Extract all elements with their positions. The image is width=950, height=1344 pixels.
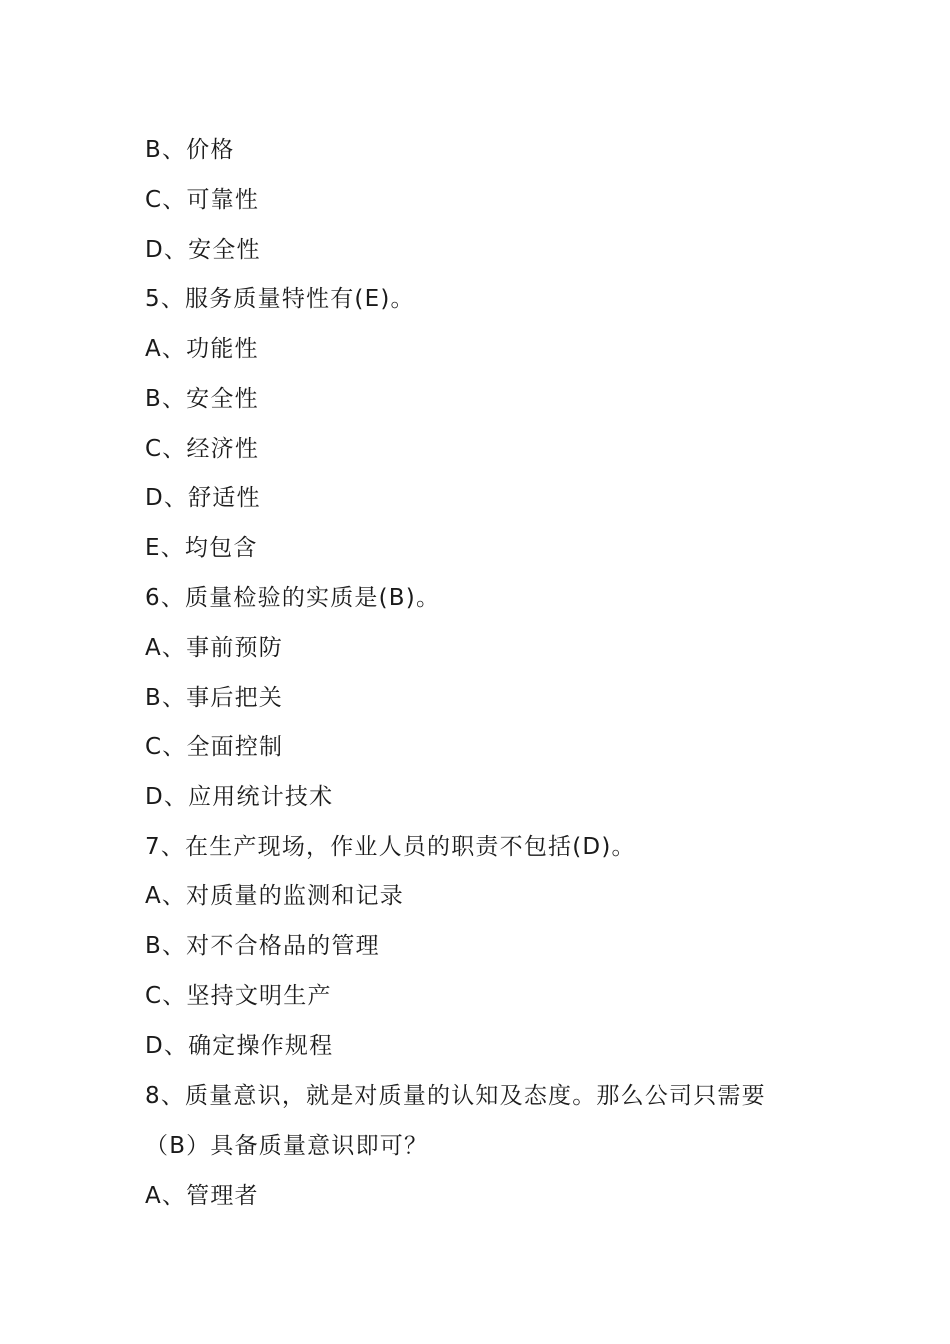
q6-option-c: C、全面控制 (145, 734, 284, 760)
q5-option-d: D、舒适性 (145, 485, 261, 511)
q6-option-a: A、事前预防 (145, 635, 283, 661)
option-d-safety: D、安全性 (145, 237, 261, 263)
q7-option-b: B、对不合格品的管理 (145, 933, 380, 959)
q8-option-a: A、管理者 (145, 1183, 259, 1209)
question-8: 8、质量意识，就是对质量的认知及态度。那么公司只需要 (145, 1083, 766, 1109)
q5-option-c: C、经济性 (145, 436, 260, 462)
q7-option-d: D、确定操作规程 (145, 1033, 334, 1059)
q5-option-e: E、均包含 (145, 535, 258, 561)
option-b-price: B、价格 (145, 137, 235, 163)
q7-option-a: A、对质量的监测和记录 (145, 883, 404, 909)
q5-option-a: A、功能性 (145, 336, 259, 362)
q5-option-b: B、安全性 (145, 386, 259, 412)
question-6: 6、质量检验的实质是(B)。 (145, 585, 441, 611)
question-5: 5、服务质量特性有(E)。 (145, 286, 415, 312)
option-c-reliability: C、可靠性 (145, 187, 260, 213)
q6-option-d: D、应用统计技术 (145, 784, 334, 810)
question-7: 7、在生产现场，作业人员的职责不包括(D)。 (145, 834, 636, 860)
question-8-continued: （B）具备质量意识即可？ (145, 1133, 429, 1159)
q7-option-c: C、坚持文明生产 (145, 983, 332, 1009)
q6-option-b: B、事后把关 (145, 685, 283, 711)
